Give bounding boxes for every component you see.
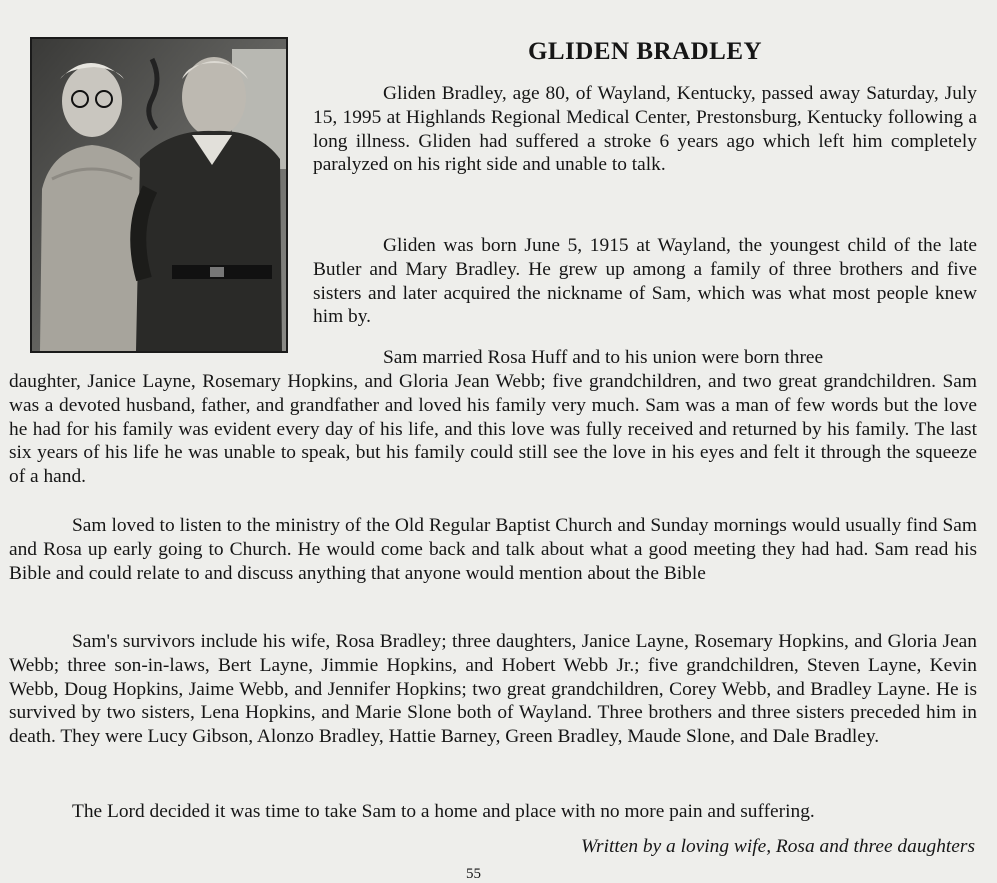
paragraph-6: The Lord decided it was time to take Sam to a home and place with no more pain and suffering. xyxy=(72,801,815,822)
paragraph-3-start: Sam married Rosa Huff and to his union were born three xyxy=(383,347,824,368)
portrait-photo-icon xyxy=(30,37,288,353)
paragraph-1: Gliden Bradley, age 80, of Wayland, Kentucky, passed away Saturday, July 15, 1995 at Highlands Regional Medical Center, Prestonsburg, Kentucky following a long illness. Gliden had suffered a stroke 6 years ago which left him completely paralyzed on his right side and unable to talk. xyxy=(313,83,977,176)
portrait-photo-drawing xyxy=(32,39,286,351)
page-number: 55 xyxy=(466,866,481,882)
paragraph-4: Sam loved to listen to the ministry of the Old Regular Baptist Church and Sunday mornings would usually find Sam and Rosa up early going to Church. He would come back and talk about what a good meeting they had had. Sam read his Bible and could relate to and discuss anything that anyone would mention about the Bible xyxy=(9,515,977,584)
paragraph-5: Sam's survivors include his wife, Rosa Bradley; three daughters, Janice Layne, Rosemary Hopkins, and Gloria Jean Webb; three son-in-laws, Bert Layne, Jimmie Hopkins, and Hobert Webb Jr.; five grandchildren, Steven Layne, Kevin Webb, Doug Hopkins, Jaime Webb, and Jennifer Hopkins; two great grandchildren, Corey Webb, and Bradley Layne. He is survived by two sisters, Lena Hopkins, and Marie Slone both of Wayland. Three brothers and three sisters preceded him in death. They were Lucy Gibson, Alonzo Bradley, Hattie Barney, Green Bradley, Maude Slone, and Dale Bradley. xyxy=(9,631,977,748)
signature-line: Written by a loving wife, Rosa and three daughters xyxy=(580,836,975,857)
page-title: GLIDEN BRADLEY xyxy=(527,38,763,65)
paragraph-2: Gliden was born June 5, 1915 at Wayland, the youngest child of the late Butler and Mary Bradley. He grew up among a family of three brothers and five sisters and later acquired the nickname of Sam, which was what most people knew him by. xyxy=(313,235,977,328)
paragraph-3-continued: daughter, Janice Layne, Rosemary Hopkins, and Gloria Jean Webb; five grandchildren, and two great grandchildren. Sam was a devoted husband, father, and grandfather and loved his family very much. Sam was a man of few words but the love he had for his family was evident every day of his life, and this love was fully received and returned by his family. The last six years of his life he was unable to speak, but his family could still see the love in his eyes and felt it through the squeeze of a hand. xyxy=(9,371,977,488)
